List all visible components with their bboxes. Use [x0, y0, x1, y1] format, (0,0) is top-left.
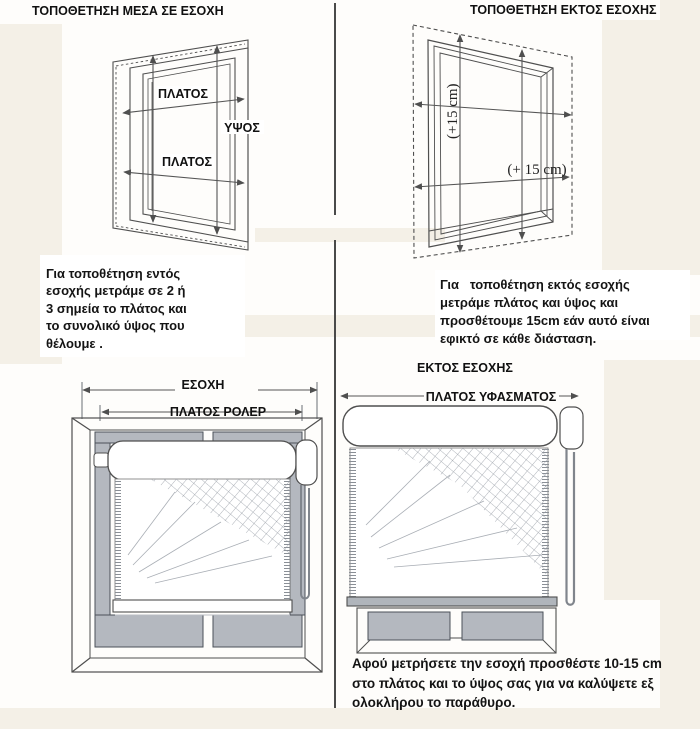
height-plus-label: (+15 cm)	[445, 83, 461, 139]
divider-line-bottom	[334, 240, 336, 708]
window-frame-lines	[413, 25, 572, 258]
fabric-panel	[115, 479, 290, 600]
sill-panel-left	[368, 612, 450, 640]
roller-end-cap	[296, 440, 317, 485]
height-plus-arrows	[460, 35, 522, 252]
width-label-bottom: ΠΛΑΤΟΣ	[162, 155, 212, 169]
caption-line: Για τοποθέτηση εντός	[46, 266, 181, 281]
roller-assembly	[94, 440, 317, 485]
background-strip-right-lower	[660, 600, 700, 710]
fabric-edge-left	[115, 479, 121, 600]
heading-outside-recess: ΕΚΤΟΣ ΕΣΟΧΗΣ	[417, 361, 513, 375]
roller-tube	[343, 406, 557, 446]
caption-line: το συνολικό ύψος που	[46, 318, 185, 334]
caption-line: θέλουμε .	[46, 335, 103, 351]
background-strip-topright-corner	[660, 0, 700, 20]
bottom-bar	[113, 600, 292, 612]
diagram-window-outside-recess	[405, 18, 590, 273]
recess-frame-lines	[113, 40, 248, 250]
caption-line: προσθέτουμε 15cm εάν αυτό είναι	[440, 313, 650, 328]
caption-inside-recess	[46, 265, 187, 352]
roller-tube	[108, 441, 296, 480]
background-strip-right-bottom	[604, 360, 700, 600]
caption-line: ολοκλήρου το παράθυρο.	[352, 695, 516, 710]
fabric-panel	[349, 448, 549, 598]
title-outside-recess: ΤΟΠΟΘΕΤΗΣΗ ΕΚΤΟΣ ΕΣΟΧΗΣ	[470, 3, 657, 17]
sill-panel-right	[462, 612, 543, 640]
divider-line-top	[334, 3, 336, 215]
diagram-window-inside-recess	[95, 30, 270, 255]
recess-label: ΕΣΟΧΗ	[181, 378, 225, 392]
diagram-roller-outside-recess	[338, 385, 603, 670]
caption-line: Για τοποθέτηση εκτός εσοχής	[440, 277, 630, 292]
fabric-edge-left	[349, 448, 356, 598]
height-measure-arrows	[153, 46, 217, 234]
control-chain	[567, 449, 575, 605]
background-strip-right-top	[602, 20, 700, 275]
title-inside-recess: ΤΟΠΟΘΕΤΗΣΗ ΜΕΣΑ ΣΕ ΕΣΟΧΗ	[32, 4, 224, 18]
caption-bottom	[352, 654, 662, 713]
caption-line: Αφού μετρήσετε την εσοχή προσθέστε 10-15 cm	[352, 656, 662, 671]
width-measure-arrows	[123, 99, 244, 183]
height-label: ΥΨΟΣ	[224, 121, 260, 135]
diagram-roller-inside-recess	[65, 375, 330, 705]
caption-line: εφικτό σε κάθε διάσταση.	[440, 331, 597, 346]
width-label-top: ΠΛΑΤΟΣ	[158, 87, 208, 101]
caption-outside-recess	[440, 276, 650, 348]
fabric-width-label: ΠΛΑΤΟΣ ΥΦΑΣΜΑΤΟΣ	[425, 390, 557, 404]
caption-line: στο πλάτος και το ύψος σας για να καλύψετε εξ	[352, 675, 654, 691]
caption-line: 3 σημεία το πλάτος και	[46, 300, 187, 316]
caption-line: μετράμε πλάτος και ύψος και	[440, 295, 619, 310]
width-plus-label: (+ 15 cm)	[507, 162, 567, 178]
bottom-bar	[347, 597, 557, 606]
caption-line: εσοχής μετράμε σε 2 ή	[46, 283, 186, 299]
roller-width-label: ΠΛΑΤΟΣ ΡΟΛΕΡ	[169, 405, 267, 419]
roller-end-cap	[560, 407, 583, 449]
